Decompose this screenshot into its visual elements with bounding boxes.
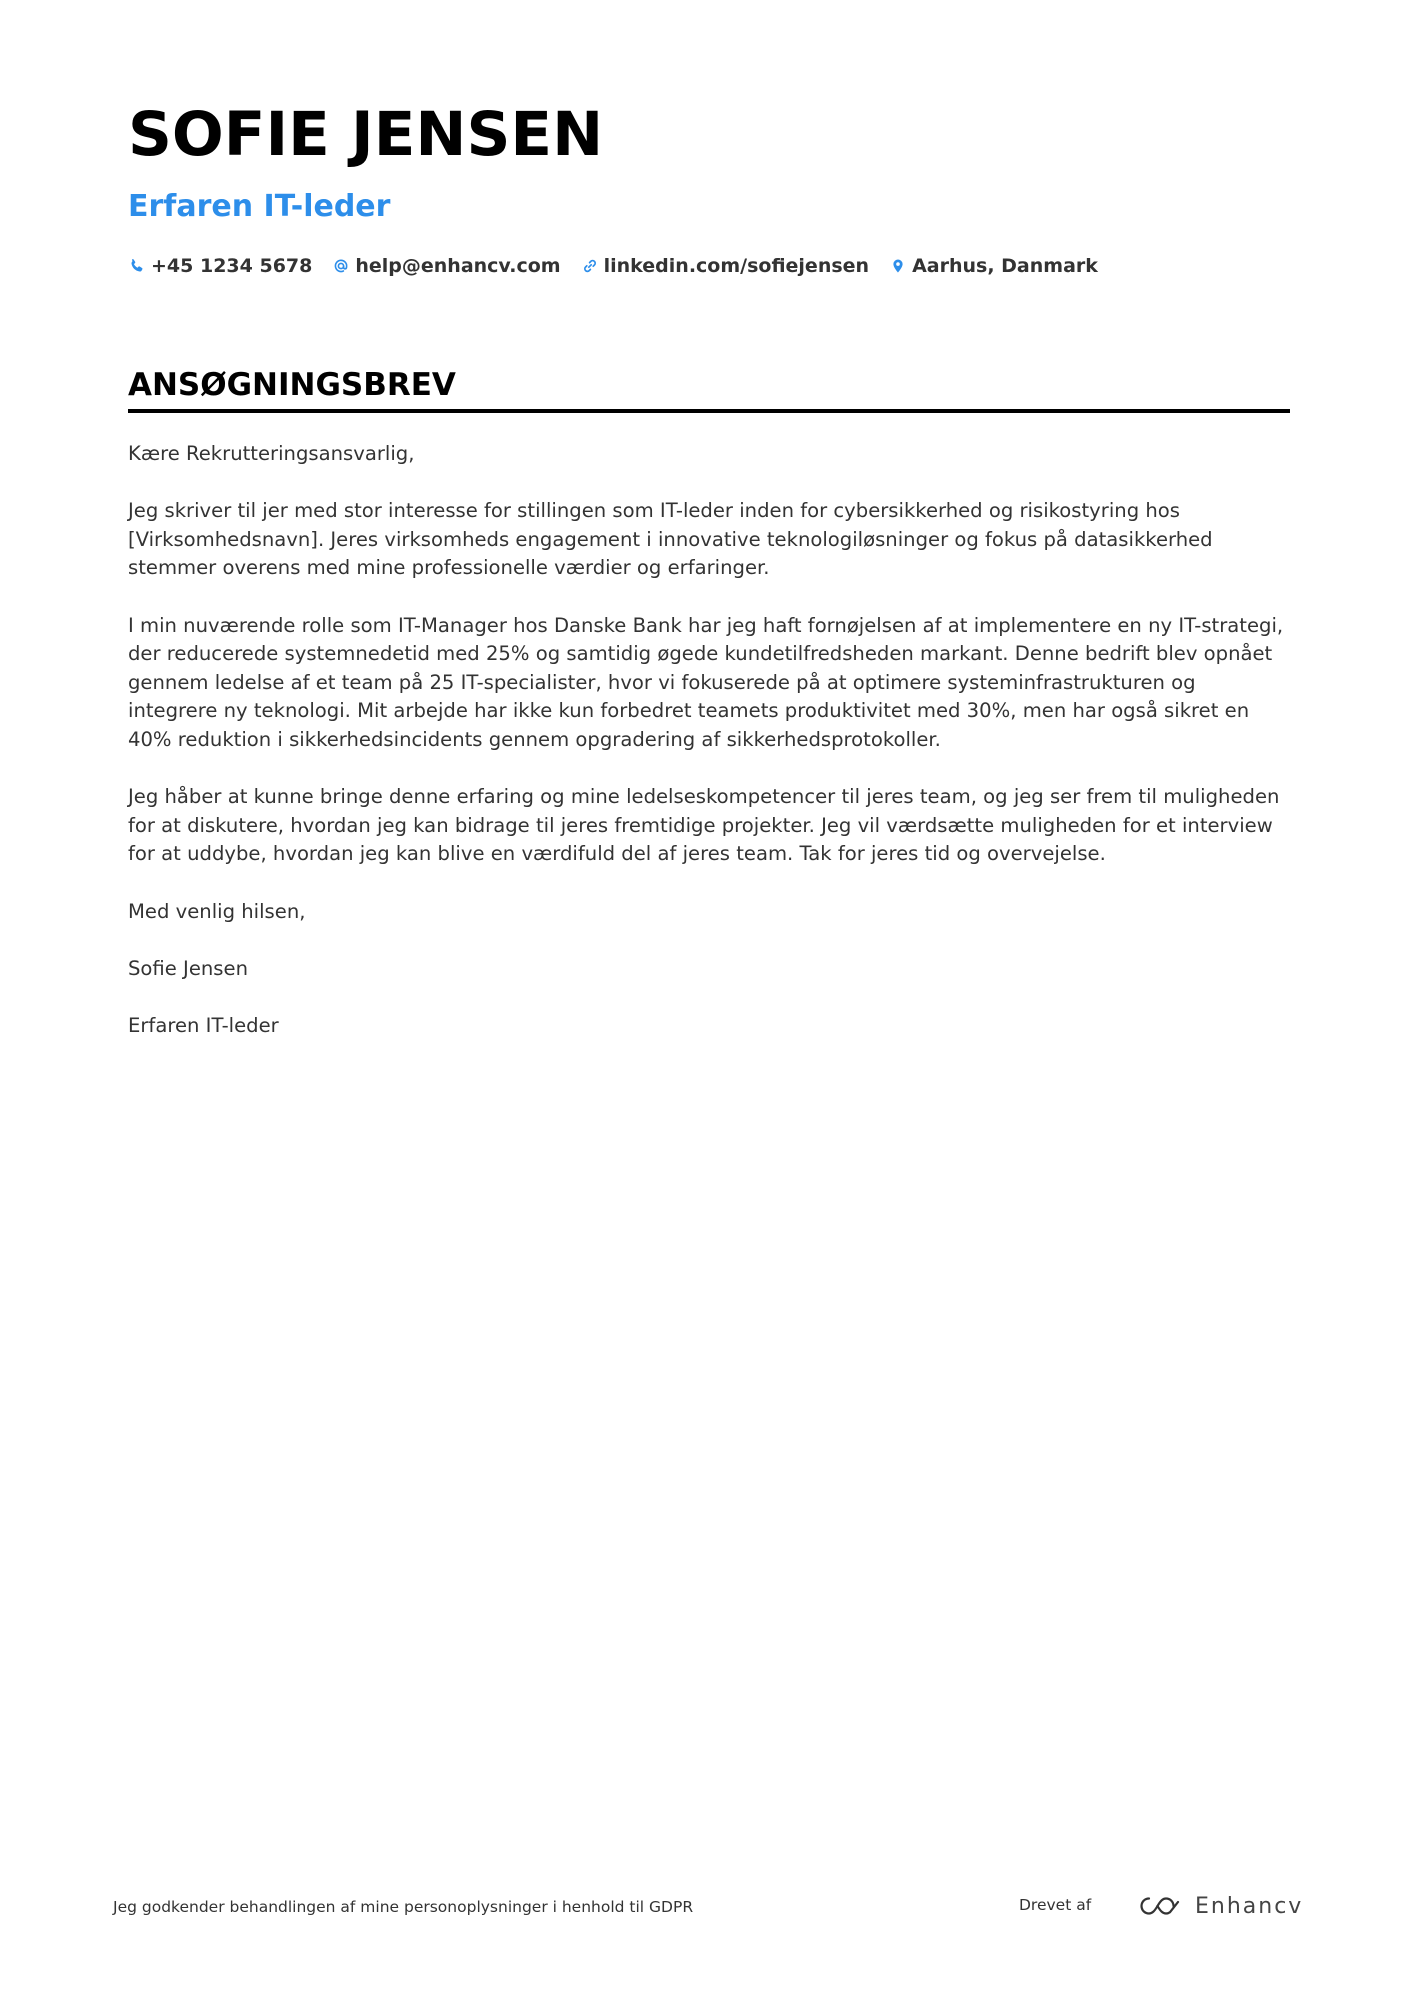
powered-by-label: Drevet af [1019, 1896, 1092, 1914]
contact-email[interactable] [332, 255, 560, 277]
letter-paragraph: Jeg håber at kunne bringe denne erfaring og mine ledelseskompetencer til jeres team, og jeg ser frem til muligheden for at diskutere, hvordan jeg kan bidrage til jeres fremtidige projekter. Jeg vil værdsætte muligheden for et interview for at uddybe, hvordan jeg kan blive en værdifuld del af jeres team. Tak for jeres tid og overvejelse. [128, 785, 1280, 866]
section-divider [128, 409, 1290, 413]
location-pin-icon [889, 257, 907, 275]
contact-phone-text: +45 1234 5678 [151, 255, 313, 277]
brand-link[interactable] [1137, 1893, 1303, 1919]
contact-phone[interactable] [128, 255, 312, 277]
enhancv-logo-icon [1137, 1893, 1183, 1919]
closing: Med venlig hilsen, [128, 899, 306, 923]
footer [113, 1893, 1304, 1933]
salutation: Kære Rekrutteringsansvarlig, [128, 442, 415, 465]
contact-email-text: help@enhancv.com [355, 255, 561, 277]
gdpr-consent: Jeg godkender behandlingen af mine personoplysninger i henhold til GDPR [113, 1898, 694, 1916]
letter-paragraph: Jeg skriver til jer med stor interesse for stillingen som IT-leder inden for cybersikkerhed og risikostyring hos [Virksomhedsnavn]. Jeres virksomheds engagement i innovative teknologiløsninger og fokus på datasikkerhed stemmer overens med mine professionelle værdier og erfaringer. [128, 499, 1213, 580]
signature-name: Sofie Jensen [128, 956, 248, 980]
letter-body [128, 440, 1290, 1069]
contact-linkedin-text: linkedin.com/sofiejensen [603, 255, 870, 277]
candidate-title: Erfaren IT-leder [128, 189, 391, 224]
signature-title: Erfaren IT-leder [128, 1013, 279, 1037]
contact-location-text: Aarhus, Danmark [912, 255, 1098, 277]
phone-icon [128, 257, 146, 275]
contact-linkedin[interactable] [581, 255, 869, 277]
section-title: ANSØGNINGSBREV [128, 367, 456, 403]
brand-name: Enhancv [1195, 1893, 1304, 1919]
at-icon [332, 257, 350, 275]
contact-location [889, 255, 1098, 277]
link-icon [581, 257, 599, 275]
candidate-name: SOFIE JENSEN [128, 99, 604, 170]
contact-bar [128, 255, 1118, 277]
letter-paragraph: I min nuværende rolle som IT-Manager hos Danske Bank har jeg haft fornøjelsen af at implementere en ny IT-strategi, der reducerede systemnedetid med 25% og samtidig øgede kundetilfredsheden markant. Denne bedrift blev opnået gennem ledelse af et team på 25 IT-specialister, hvor vi fokuserede på at optimere systeminfrastrukturen og integrere ny teknologi. Mit arbejde har ikke kun forbedret teamets produktivitet med 30%, men har også sikret en 40% reduktion i sikkerhedsincidents gennem opgradering af sikkerhedsprotokoller. [128, 613, 1284, 751]
